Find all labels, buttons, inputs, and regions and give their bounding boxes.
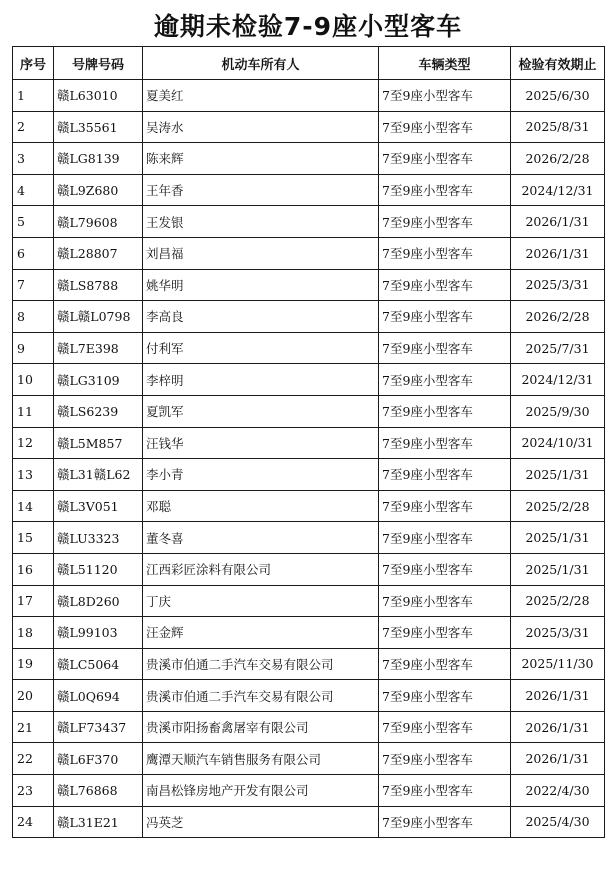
table-row (13, 648, 605, 680)
cell-type: 7至9座小型客车 (379, 111, 511, 143)
cell-expiry: 2025/8/31 (511, 111, 605, 143)
cell-owner: 汪金辉 (143, 617, 379, 649)
column-header-type: 车辆类型 (379, 47, 511, 80)
table-row (13, 522, 605, 554)
cell-type: 7至9座小型客车 (379, 80, 511, 112)
cell-type: 7至9座小型客车 (379, 269, 511, 301)
cell-owner: 李小青 (143, 459, 379, 491)
cell-type: 7至9座小型客车 (379, 711, 511, 743)
cell-expiry: 2025/7/31 (511, 332, 605, 364)
cell-owner: 李高良 (143, 301, 379, 333)
cell-index: 1 (13, 80, 54, 112)
cell-index: 7 (13, 269, 54, 301)
cell-type: 7至9座小型客车 (379, 143, 511, 175)
cell-index: 10 (13, 364, 54, 396)
cell-type: 7至9座小型客车 (379, 332, 511, 364)
cell-type: 7至9座小型客车 (379, 553, 511, 585)
table-row (13, 459, 605, 491)
cell-expiry: 2025/1/31 (511, 553, 605, 585)
cell-expiry: 2025/2/28 (511, 490, 605, 522)
table-row (13, 617, 605, 649)
cell-owner: 贵溪市伯通二手汽车交易有限公司 (143, 680, 379, 712)
cell-type: 7至9座小型客车 (379, 237, 511, 269)
cell-plate: 赣L9Z680 (54, 174, 143, 206)
cell-index: 18 (13, 617, 54, 649)
cell-expiry: 2022/4/30 (511, 775, 605, 807)
cell-plate: 赣L6F370 (54, 743, 143, 775)
cell-index: 23 (13, 775, 54, 807)
cell-owner: 冯英芝 (143, 806, 379, 838)
cell-expiry: 2024/10/31 (511, 427, 605, 459)
cell-expiry: 2026/1/31 (511, 711, 605, 743)
cell-expiry: 2026/1/31 (511, 680, 605, 712)
table-row (13, 80, 605, 112)
cell-type: 7至9座小型客车 (379, 585, 511, 617)
cell-expiry: 2025/6/30 (511, 80, 605, 112)
table-row (13, 585, 605, 617)
table-row (13, 490, 605, 522)
cell-type: 7至9座小型客车 (379, 680, 511, 712)
cell-plate: 赣LF73437 (54, 711, 143, 743)
cell-expiry: 2026/1/31 (511, 206, 605, 238)
cell-index: 13 (13, 459, 54, 491)
table-row (13, 143, 605, 175)
cell-index: 2 (13, 111, 54, 143)
cell-type: 7至9座小型客车 (379, 301, 511, 333)
cell-plate: 赣L28807 (54, 237, 143, 269)
table-row (13, 237, 605, 269)
table-row (13, 806, 605, 838)
table-row (13, 269, 605, 301)
cell-index: 16 (13, 553, 54, 585)
cell-index: 8 (13, 301, 54, 333)
cell-expiry: 2026/1/31 (511, 743, 605, 775)
cell-plate: 赣L7E398 (54, 332, 143, 364)
cell-owner: 刘昌福 (143, 237, 379, 269)
cell-expiry: 2026/2/28 (511, 143, 605, 175)
cell-index: 5 (13, 206, 54, 238)
cell-expiry: 2025/3/31 (511, 617, 605, 649)
table-row (13, 427, 605, 459)
cell-expiry: 2025/11/30 (511, 648, 605, 680)
cell-type: 7至9座小型客车 (379, 743, 511, 775)
cell-index: 6 (13, 237, 54, 269)
cell-index: 12 (13, 427, 54, 459)
cell-owner: 汪钱华 (143, 427, 379, 459)
column-header-plate: 号牌号码 (54, 47, 143, 80)
table-row (13, 775, 605, 807)
cell-index: 15 (13, 522, 54, 554)
column-header-owner: 机动车所有人 (143, 47, 379, 80)
cell-owner: 姚华明 (143, 269, 379, 301)
cell-owner: 江西彩匠涂料有限公司 (143, 553, 379, 585)
cell-plate: 赣L76868 (54, 775, 143, 807)
cell-type: 7至9座小型客车 (379, 775, 511, 807)
cell-owner: 吴涛水 (143, 111, 379, 143)
cell-type: 7至9座小型客车 (379, 206, 511, 238)
cell-owner: 贵溪市阳扬畜禽屠宰有限公司 (143, 711, 379, 743)
table-row (13, 680, 605, 712)
table-row (13, 206, 605, 238)
cell-type: 7至9座小型客车 (379, 617, 511, 649)
cell-owner: 贵溪市伯通二手汽车交易有限公司 (143, 648, 379, 680)
cell-plate: 赣LS6239 (54, 395, 143, 427)
cell-index: 4 (13, 174, 54, 206)
cell-plate: 赣L79608 (54, 206, 143, 238)
table-header-row (13, 47, 605, 80)
cell-owner: 南昌松锋房地产开发有限公司 (143, 775, 379, 807)
cell-plate: 赣LG8139 (54, 143, 143, 175)
cell-plate: 赣L31E21 (54, 806, 143, 838)
cell-index: 17 (13, 585, 54, 617)
cell-plate: 赣LS8788 (54, 269, 143, 301)
table-row (13, 395, 605, 427)
cell-type: 7至9座小型客车 (379, 395, 511, 427)
cell-plate: 赣L51120 (54, 553, 143, 585)
cell-type: 7至9座小型客车 (379, 490, 511, 522)
table-row (13, 301, 605, 333)
cell-plate: 赣L8D260 (54, 585, 143, 617)
table-row (13, 364, 605, 396)
cell-index: 3 (13, 143, 54, 175)
cell-plate: 赣LU3323 (54, 522, 143, 554)
cell-index: 24 (13, 806, 54, 838)
cell-plate: 赣LG3109 (54, 364, 143, 396)
table-row (13, 711, 605, 743)
column-header-expiry: 检验有效期止 (511, 47, 605, 80)
cell-plate: 赣L0Q694 (54, 680, 143, 712)
cell-index: 21 (13, 711, 54, 743)
cell-owner: 丁庆 (143, 585, 379, 617)
column-header-index: 序号 (13, 47, 54, 80)
table-row (13, 111, 605, 143)
cell-plate: 赣L5M857 (54, 427, 143, 459)
cell-owner: 李梓明 (143, 364, 379, 396)
cell-expiry: 2025/1/31 (511, 522, 605, 554)
table-body (13, 80, 605, 838)
cell-expiry: 2025/9/30 (511, 395, 605, 427)
cell-index: 11 (13, 395, 54, 427)
cell-expiry: 2025/1/31 (511, 459, 605, 491)
cell-owner: 夏凯军 (143, 395, 379, 427)
table-row (13, 332, 605, 364)
cell-expiry: 2025/3/31 (511, 269, 605, 301)
cell-expiry: 2025/2/28 (511, 585, 605, 617)
document-title: 逾期未检验7-9座小型客车 (153, 12, 463, 41)
cell-owner: 董冬喜 (143, 522, 379, 554)
cell-expiry: 2026/1/31 (511, 237, 605, 269)
table-row (13, 174, 605, 206)
cell-index: 14 (13, 490, 54, 522)
cell-index: 19 (13, 648, 54, 680)
cell-plate: 赣LC5064 (54, 648, 143, 680)
cell-owner: 王发银 (143, 206, 379, 238)
table-row (13, 743, 605, 775)
cell-plate: 赣L63010 (54, 80, 143, 112)
table-row (13, 553, 605, 585)
cell-owner: 夏美红 (143, 80, 379, 112)
cell-owner: 陈来辉 (143, 143, 379, 175)
cell-expiry: 2025/4/30 (511, 806, 605, 838)
cell-index: 20 (13, 680, 54, 712)
cell-index: 9 (13, 332, 54, 364)
cell-plate: 赣L35561 (54, 111, 143, 143)
cell-type: 7至9座小型客车 (379, 806, 511, 838)
cell-owner: 鹰潭天顺汽车销售服务有限公司 (143, 743, 379, 775)
cell-type: 7至9座小型客车 (379, 174, 511, 206)
cell-owner: 邓聪 (143, 490, 379, 522)
cell-plate: 赣L99103 (54, 617, 143, 649)
cell-plate: 赣L赣L0798 (54, 301, 143, 333)
cell-type: 7至9座小型客车 (379, 427, 511, 459)
cell-type: 7至9座小型客车 (379, 364, 511, 396)
cell-type: 7至9座小型客车 (379, 522, 511, 554)
vehicle-table (12, 46, 605, 838)
cell-expiry: 2026/2/28 (511, 301, 605, 333)
cell-expiry: 2024/12/31 (511, 174, 605, 206)
cell-owner: 王年香 (143, 174, 379, 206)
cell-expiry: 2024/12/31 (511, 364, 605, 396)
cell-index: 22 (13, 743, 54, 775)
cell-type: 7至9座小型客车 (379, 459, 511, 491)
cell-plate: 赣L3V051 (54, 490, 143, 522)
cell-type: 7至9座小型客车 (379, 648, 511, 680)
cell-owner: 付利军 (143, 332, 379, 364)
cell-plate: 赣L31赣L62 (54, 459, 143, 491)
